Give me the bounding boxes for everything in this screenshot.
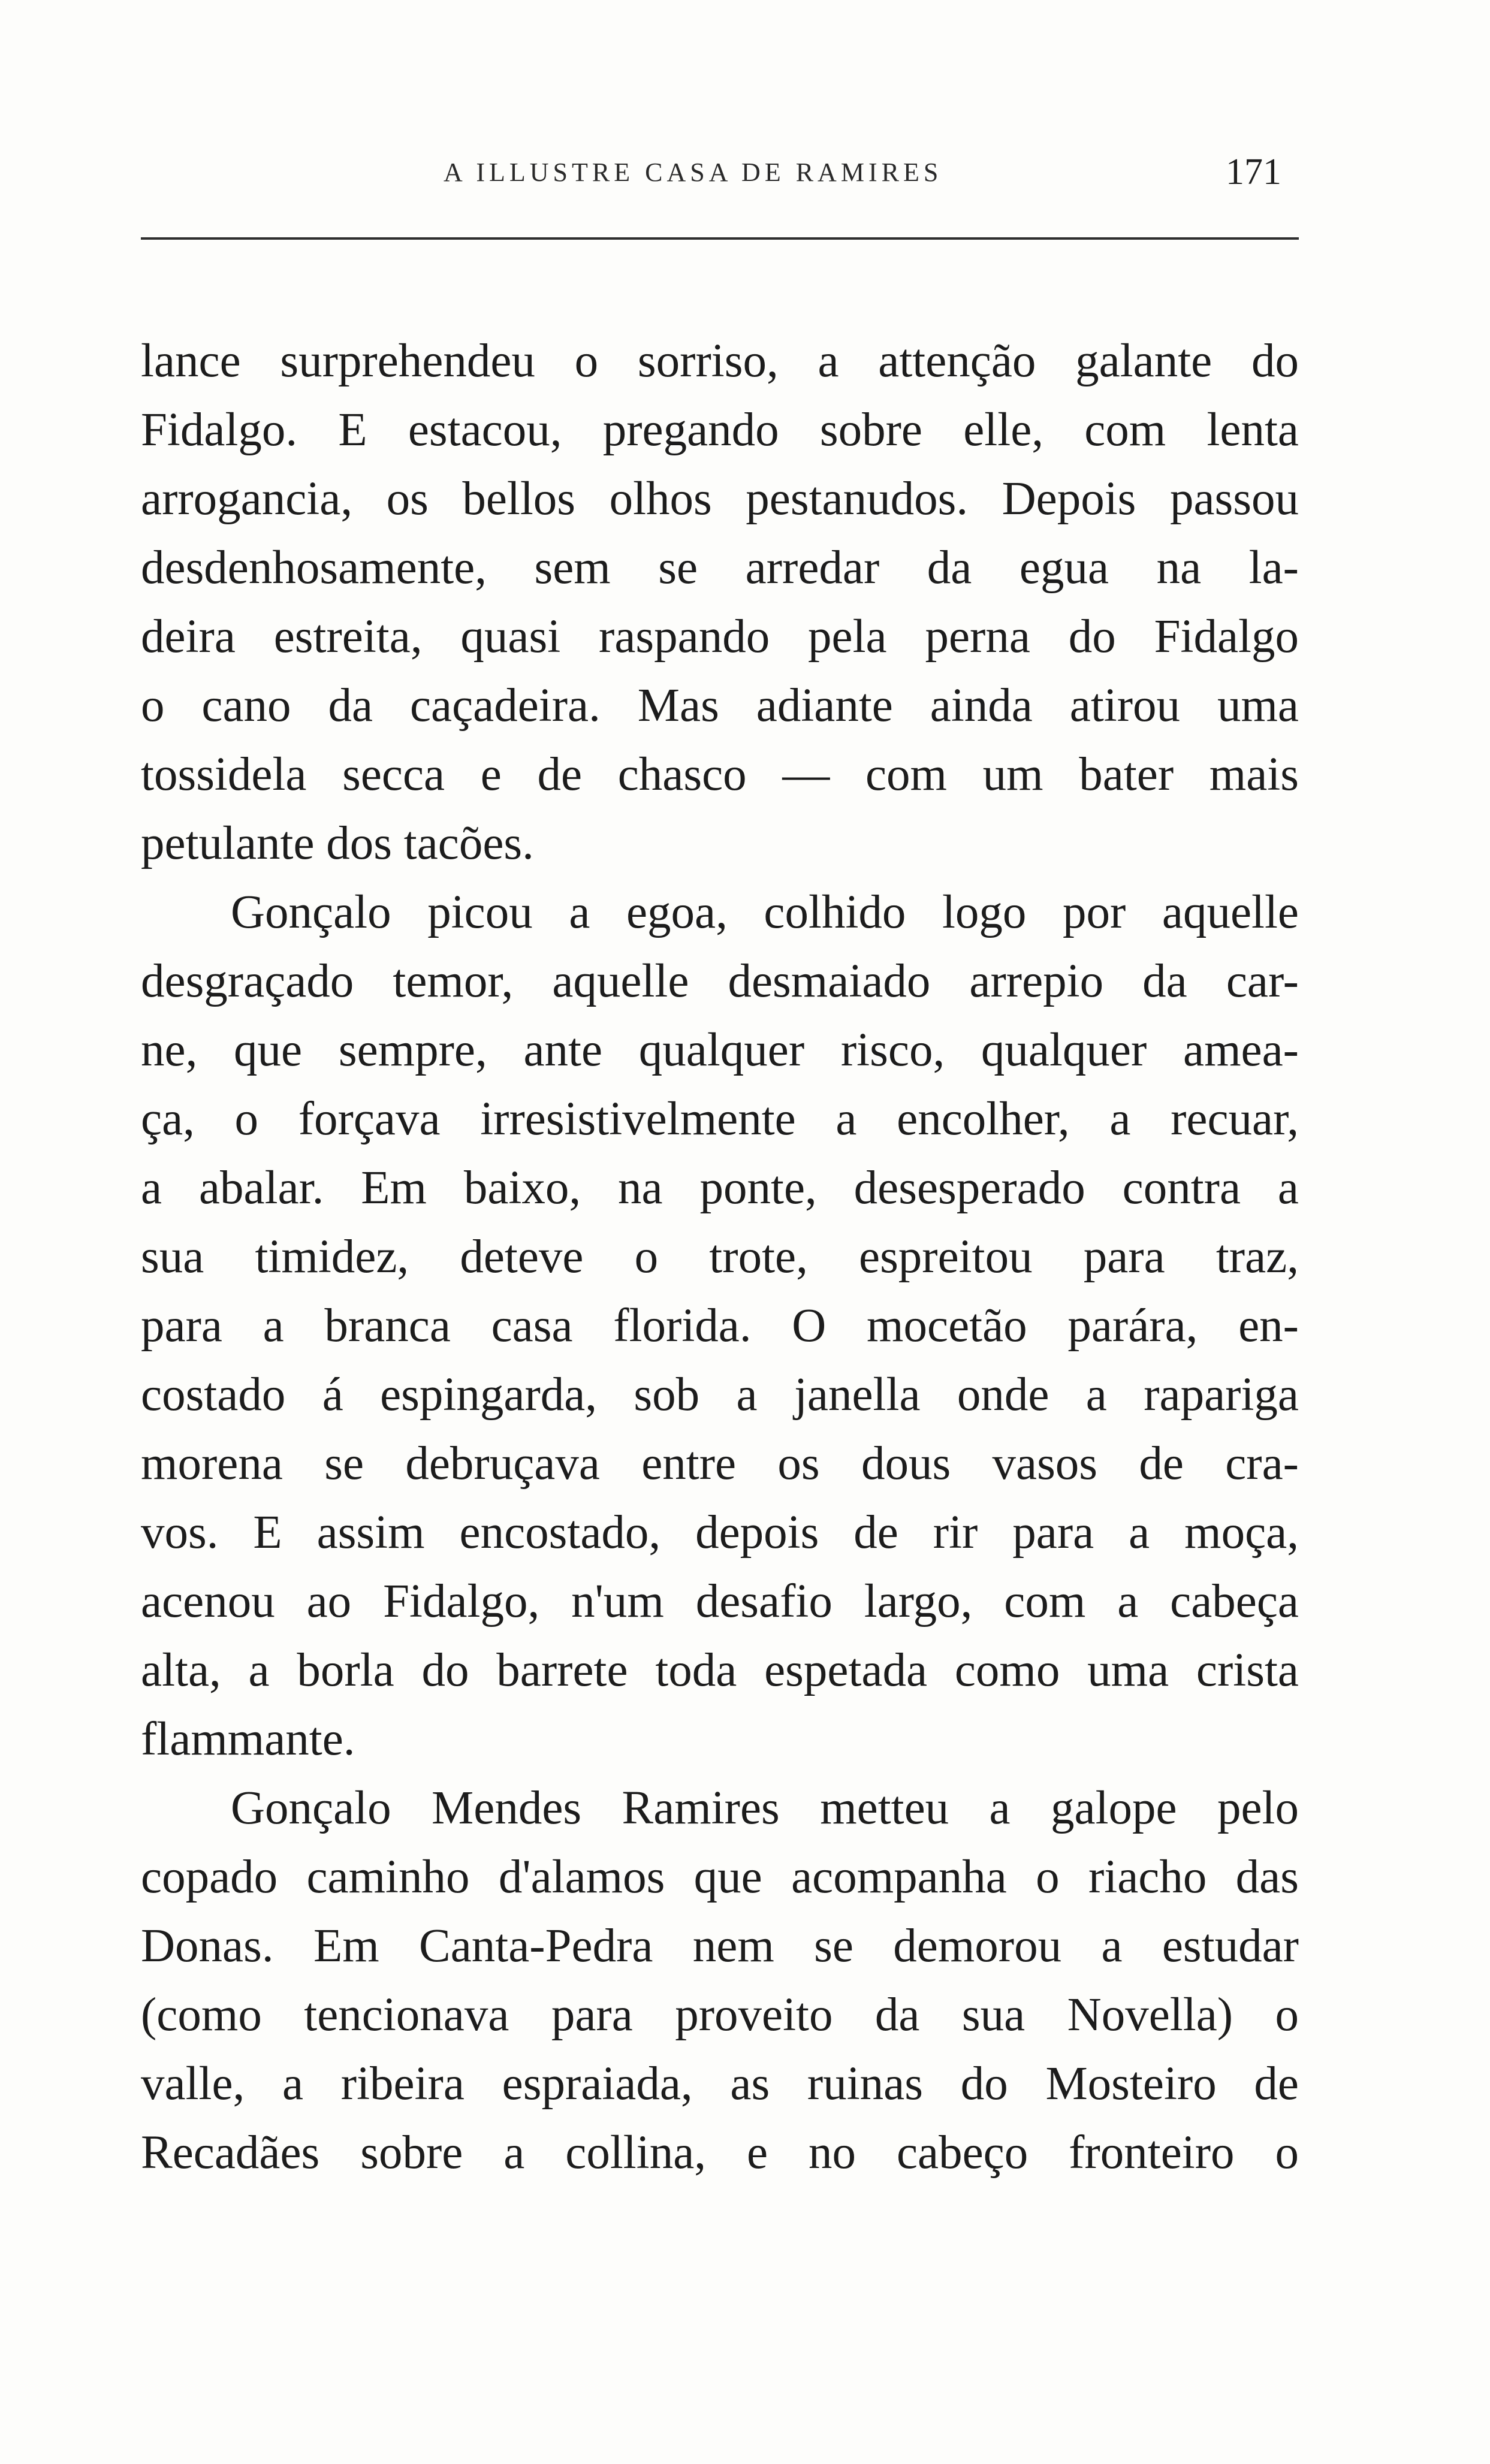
page-number: 171 (1226, 152, 1281, 192)
text-line: deira estreita, quasi raspando pela perna do Fidalgo (141, 611, 1299, 663)
text-line: petulante dos tacões. (141, 817, 534, 869)
text-line: costado á espingarda, sob a janella onde a rapariga (141, 1369, 1299, 1421)
text-line: morena se debruçava entre os dous vasos de cra- (141, 1438, 1299, 1490)
text-line: Donas. Em Canta-Pedra nem se demorou a estudar (141, 1920, 1299, 1972)
text-line: Gonçalo picou a egoa, colhido logo por aquelle (231, 886, 1299, 938)
header-rule (141, 237, 1299, 240)
text-line: sua timidez, deteve o trote, espreitou para traz, (141, 1231, 1299, 1283)
running-title: A ILLUSTRE CASA DE RAMIRES (444, 158, 943, 187)
text-line: copado caminho d'alamos que acompanha o riacho das (141, 1851, 1299, 1903)
text-line: desdenhosamente, sem se arredar da egua na la- (141, 542, 1299, 594)
text-line: tossidela secca e de chasco — com um bater mais (141, 748, 1299, 801)
text-line: acenou ao Fidalgo, n'um desafio largo, com a cabeça (141, 1575, 1299, 1627)
text-line: valle, a ribeira espraiada, as ruinas do Mosteiro de (141, 2058, 1299, 2110)
text-line: Gonçalo Mendes Ramires metteu a galope pelo (231, 1782, 1299, 1834)
text-line: Recadães sobre a collina, e no cabeço fronteiro o (141, 2127, 1299, 2179)
text-line: o cano da caçadeira. Mas adiante ainda atirou uma (141, 680, 1299, 732)
text-line: Fidalgo. E estacou, pregando sobre elle, com lenta (141, 404, 1299, 456)
text-line: arrogancia, os bellos olhos pestanudos. Depois passou (141, 473, 1299, 525)
text-line: alta, a borla do barrete toda espetada como uma crista (141, 1644, 1299, 1696)
text-line: desgraçado temor, aquelle desmaiado arrepio da car- (141, 955, 1299, 1007)
text-line: vos. E assim encostado, depois de rir para a moça, (141, 1506, 1299, 1559)
text-line: (como tencionava para proveito da sua Novella) o (141, 1989, 1299, 2041)
text-line: ça, o forçava irresistivelmente a encolher, a recuar, (141, 1093, 1299, 1145)
text-line: lance surprehendeu o sorriso, a attenção galante do (141, 335, 1299, 387)
text-line: flammante. (141, 1713, 355, 1765)
text-line: ne, que sempre, ante qualquer risco, qualquer amea- (141, 1024, 1299, 1076)
text-line: para a branca casa florida. O mocetão parára, en- (141, 1300, 1299, 1352)
text-line: a abalar. Em baixo, na ponte, desesperado contra a (141, 1162, 1299, 1214)
body-text (141, 327, 1299, 2187)
